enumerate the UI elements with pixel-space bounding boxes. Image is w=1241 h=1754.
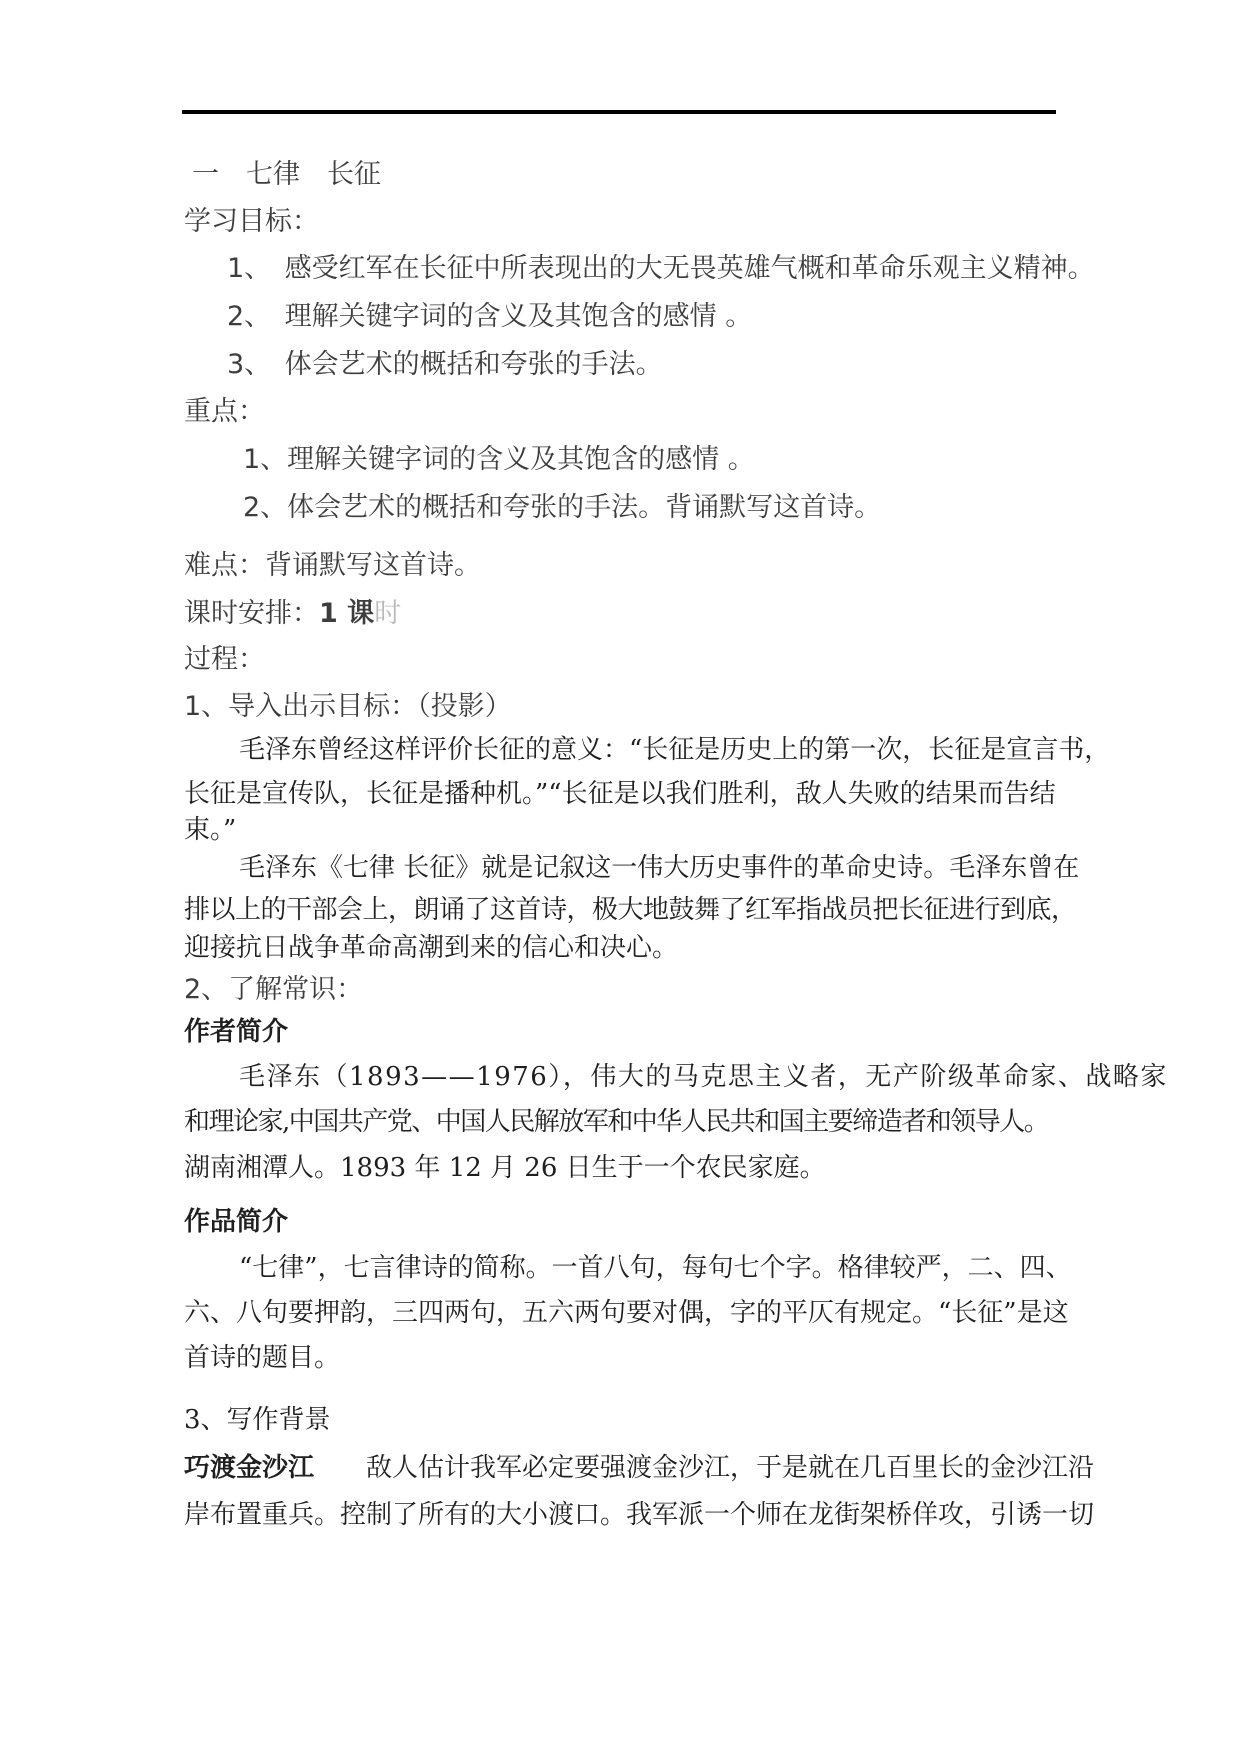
document-body [184, 0, 1168, 1754]
text-run: 岸布置重兵。控制了所有的大小渡口。我军派一个师在龙街架桥佯攻，引诱一切 [184, 1500, 1095, 1530]
text-run: 作者简介 [184, 1017, 289, 1047]
text-run: 过程： [184, 644, 265, 675]
doc-line-21 [184, 1054, 1168, 1100]
doc-line-16 [184, 845, 1139, 891]
text-run: 时 [374, 598, 402, 629]
doc-line-20 [184, 1009, 1084, 1055]
doc-line-12 [184, 684, 1084, 730]
text-run: 重点： [184, 396, 265, 427]
text-run: 2、体会艺术的概括和夸张的手法。背诵默写这首诗。 [243, 492, 882, 523]
doc-line-28 [184, 1397, 1084, 1443]
text-run: 课时安排： [184, 598, 319, 629]
text-run: 六、八句要押韵，三四两句，五六两句要对偶，字的平仄有规定。“长征”是这 [184, 1298, 1069, 1328]
text-run: 3、 体会艺术的概括和夸张的手法。 [227, 349, 663, 380]
doc-line-10 [184, 591, 1084, 637]
text-run: 学习目标： [184, 206, 319, 237]
text-run: 长征是宣传队，长征是播种机。”“长征是以我们胜利，敌人失败的结果而告结 [184, 779, 1056, 809]
text-run: 难点：背诵默写这首诗。 [184, 550, 481, 581]
text-run: 1、 感受红军在长征中所表现出的大无畏英雄气概和革命乐观主义精神。 [227, 253, 1095, 284]
text-run: “七律”，七言律诗的简称。一首八句，每句七个字。格律较严，二、四、 [239, 1253, 1072, 1283]
text-run: 首诗的题目。 [184, 1343, 341, 1373]
doc-line-5 [184, 342, 1127, 388]
doc-line-8 [184, 485, 1143, 531]
doc-line-2 [184, 199, 1084, 245]
doc-line-9 [184, 543, 1084, 589]
doc-line-4 [184, 294, 1127, 340]
doc-line-19 [184, 967, 1084, 1013]
doc-line-23 [184, 1145, 1084, 1191]
doc-line-1 [184, 152, 1092, 198]
text-run: 迎接抗日战争革命高潮到来的信心和决心。 [184, 933, 679, 963]
text-run: 2、 理解关键字词的含义及其饱含的感情 。 [227, 301, 753, 332]
text-run: 3、写作背景 [184, 1405, 331, 1435]
text-run: 毛泽东（1893——1976），伟大的马克思主义者，无产阶级革命家、战略家 [239, 1062, 1168, 1092]
text-run: 作品简介 [184, 1207, 289, 1237]
doc-line-27 [184, 1335, 1084, 1381]
text-run: 毛泽东曾经这样评价长征的意义：“长征是历史上的第一次，长征是宣言书， [239, 735, 1111, 765]
text-run: 毛泽东《七律 长征》就是记叙这一伟大历史事件的革命史诗。毛泽东曾在 [239, 853, 1080, 883]
text-run: 和理论家,中国共产党、中国人民解放军和中华人民共和国主要缔造者和领导人。 [184, 1107, 1049, 1137]
text-run: 1、导入出示目标：（投影） [184, 691, 512, 722]
doc-line-7 [184, 437, 1143, 483]
doc-line-13 [184, 727, 1139, 773]
doc-line-3 [184, 246, 1127, 292]
doc-line-30 [184, 1492, 1095, 1538]
text-run: 1 课 [319, 598, 375, 629]
text-run: 湖南湘潭人。1893 年 12 月 26 日生于一个农民家庭。 [184, 1153, 826, 1183]
doc-line-11 [184, 637, 1084, 683]
text-run: 排以上的干部会上，朗诵了这首诗，极大地鼓舞了红军指战员把长征进行到底， [184, 895, 1077, 925]
text-run: 1、理解关键字词的含义及其饱含的感情 。 [243, 444, 755, 475]
doc-line-29 [184, 1445, 1095, 1491]
text-run: 敌人估计我军必定要强渡金沙江，于是就在几百里长的金沙江沿 [314, 1453, 1095, 1483]
text-run: 一 七律 长征 [192, 159, 381, 190]
text-run: 2、了解常识： [184, 974, 364, 1005]
text-run: 束。” [184, 815, 237, 845]
doc-line-25 [184, 1245, 1139, 1291]
doc-line-6 [184, 389, 1084, 435]
text-run: 巧渡金沙江 [184, 1453, 315, 1483]
doc-line-22 [184, 1099, 1084, 1145]
doc-line-26 [184, 1290, 1084, 1336]
doc-line-18 [184, 925, 1084, 971]
doc-line-24 [184, 1199, 1084, 1245]
